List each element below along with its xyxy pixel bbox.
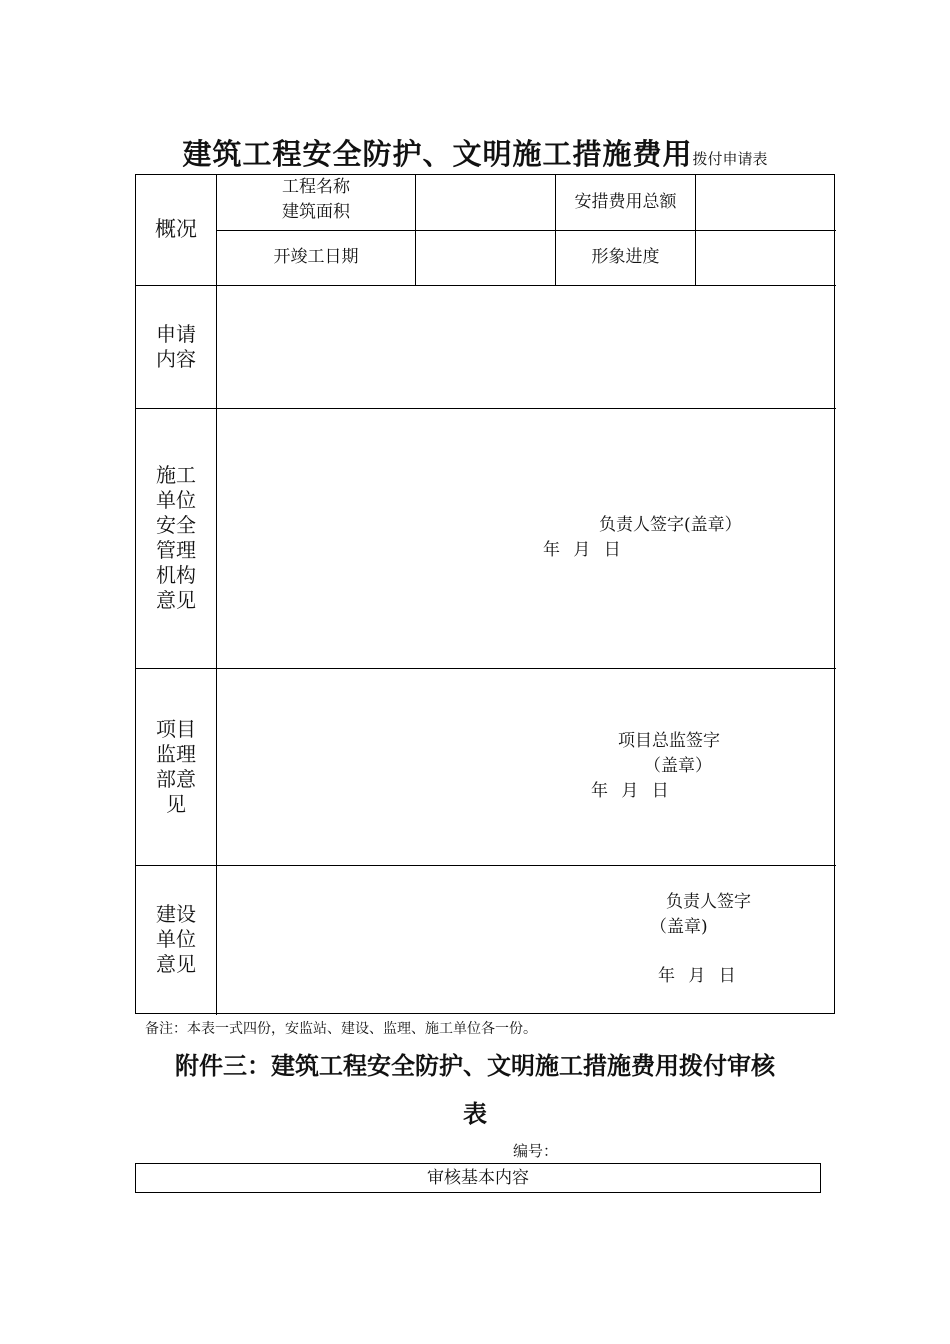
form-title-main: 建筑工程安全防护、文明施工措施费用 — [182, 137, 693, 171]
owner-opinion-label — [136, 902, 216, 977]
application-table — [135, 174, 835, 1014]
row-divider — [136, 668, 836, 669]
dates-value[interactable] — [416, 245, 555, 270]
attachment-title-line1: 附件三：建筑工程安全防护、文明施工措施费用拨付审核 — [175, 1051, 775, 1080]
owner-sign-label: 负责人签字 — [666, 892, 751, 912]
supervisor-sign-label: 项目总监签字 — [618, 731, 720, 751]
label-line: 安全 — [156, 513, 196, 537]
label-line: 机构 — [156, 563, 196, 587]
footnote: 备注：本表一式四份，安监站、建设、监理、施工单位各一份。 — [145, 1021, 537, 1037]
apply-content-label — [136, 322, 216, 372]
total-fee-label: 安措费用总额 — [574, 192, 677, 212]
label-line: 管理 — [156, 538, 196, 562]
dates-label: 开竣工日期 — [273, 247, 359, 267]
attachment-title — [135, 1042, 815, 1138]
row-divider — [136, 285, 836, 286]
form-title-suffix: 拨付申请表 — [692, 150, 768, 168]
column-divider — [216, 175, 217, 1015]
row-divider — [136, 865, 836, 866]
label-line: 单位 — [156, 488, 196, 512]
supervisor-opinion-label — [136, 717, 216, 817]
form-title — [0, 132, 950, 173]
label-line: 申请 — [156, 322, 196, 346]
label-line: 意见 — [156, 588, 196, 612]
label-line: 建设 — [156, 902, 196, 926]
label-line: 单位 — [156, 927, 196, 951]
label-line: 部意 — [156, 767, 196, 791]
row-divider — [136, 408, 836, 409]
label-line: 施工 — [156, 463, 196, 487]
total-fee-value[interactable] — [696, 190, 836, 215]
building-area-label: 建筑面积 — [282, 202, 350, 222]
review-table-header: 审核基本内容 — [135, 1163, 821, 1193]
contractor-opinion-label — [136, 463, 216, 613]
label-line: 意见 — [156, 952, 196, 976]
label-line: 见 — [166, 792, 186, 816]
project-name-value[interactable] — [416, 190, 555, 215]
supervisor-date-label: 年 月 日 — [591, 781, 669, 801]
row-divider — [216, 230, 836, 231]
progress-label: 形象进度 — [591, 247, 660, 267]
label-line: 内容 — [156, 347, 196, 371]
contractor-sign-label: 负责人签字(盖章） — [599, 515, 742, 535]
owner-date-label: 年 月 日 — [658, 966, 736, 986]
number-label: 编号： — [513, 1142, 559, 1160]
project-name-label: 工程名称 — [282, 177, 350, 197]
label-line: 项目 — [156, 717, 196, 741]
label-line: 监理 — [156, 742, 196, 766]
attachment-title-line2: 表 — [463, 1099, 487, 1128]
owner-seal-label: （盖章) — [650, 917, 708, 937]
overview-label: 概况 — [155, 217, 197, 241]
contractor-date-label: 年 月 日 — [543, 540, 621, 560]
supervisor-seal-label: （盖章） — [644, 756, 712, 776]
progress-value[interactable] — [696, 245, 836, 270]
